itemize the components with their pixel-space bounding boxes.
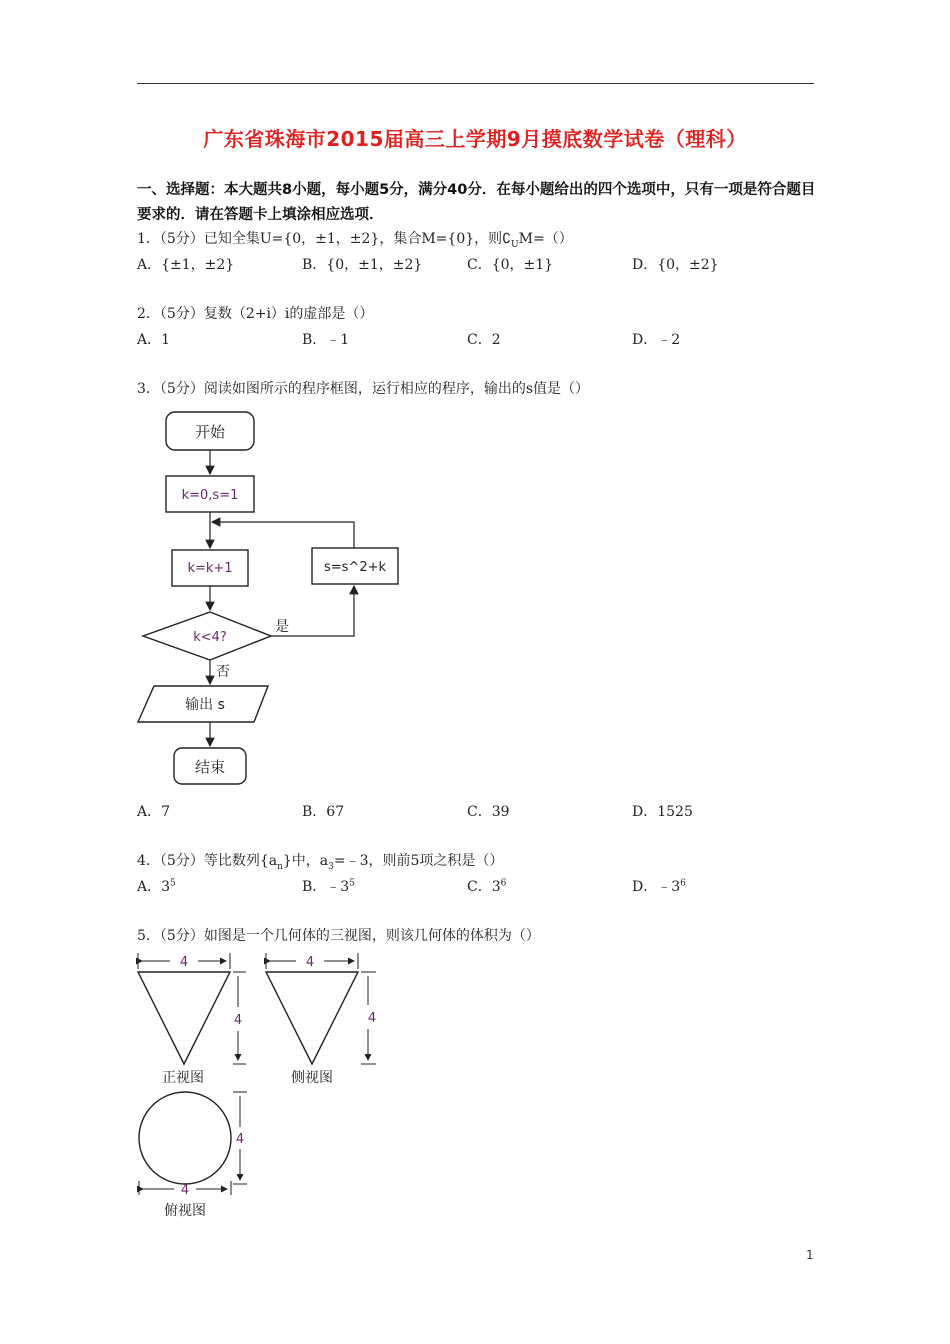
- flow-no-label: 否: [216, 664, 230, 680]
- q2-option-d: D．﹣2: [632, 332, 681, 348]
- q2-option-b: B．﹣1: [302, 332, 350, 348]
- flow-init-label: k=0,s=1: [181, 488, 239, 503]
- front-view-triangle: [138, 972, 230, 1064]
- flow-output-label: 输出 s: [185, 697, 225, 713]
- front-height-label: 4: [233, 1013, 243, 1028]
- side-view-label: 侧视图: [291, 1070, 333, 1086]
- flow-end-label: 结束: [194, 758, 226, 776]
- q4-option-a: A．$3^5$: [137, 878, 176, 895]
- question-4-stem: 4．（5分）等比数列$\{a_n\}$中，$a_3=﹣3$，则前5项之积是（）: [137, 853, 504, 872]
- question-5-stem: 5．（5分）如图是一个几何体的三视图，则该几何体的体积为（）: [137, 928, 540, 944]
- top-view-label: 俯视图: [164, 1203, 206, 1219]
- q3-option-d: D．1525: [632, 804, 693, 820]
- page-number: 1: [806, 1248, 814, 1262]
- section-heading: 一、选择题：本大题共8小题，每小题5分，满分40分．在每小题给出的四个选项中，只有一项是符合题目要求的．请在答题卡上填涂相应选项．: [137, 182, 816, 223]
- q1-option-a: A．{±1，±2}: [137, 257, 235, 273]
- q4-option-d: D．$﹣3^6$: [632, 878, 686, 895]
- flow-step-label: k=k+1: [187, 561, 233, 576]
- q3-option-b: B．67: [302, 804, 345, 820]
- header-rule: [137, 83, 814, 84]
- flow-yes-label: 是: [275, 619, 289, 635]
- flow-condition-label: k<4?: [193, 630, 227, 645]
- front-width-label: 4: [179, 955, 189, 970]
- page-title: 广东省珠海市2015届高三上学期9月摸底数学试卷（理科）: [203, 127, 747, 151]
- top-width-label: 4: [180, 1183, 190, 1198]
- three-views-diagram: [130, 945, 390, 1225]
- side-width-label: 4: [305, 955, 315, 970]
- q1-option-c: C．{0，±1}: [467, 257, 554, 273]
- front-view-label: 正视图: [162, 1070, 204, 1086]
- flow-start-label: 开始: [194, 423, 226, 441]
- q3-option-c: C．39: [467, 804, 510, 820]
- question-1-stem: 1．（5分）已知全集U={0，±1，±2}，集合M={0}，则$∁_UM=()$: [137, 231, 573, 250]
- side-height-label: 4: [367, 1011, 377, 1026]
- q3-option-a: A．7: [137, 804, 171, 820]
- question-3-stem: 3．（5分）阅读如图所示的程序框图，运行相应的程序，输出的s值是（）: [137, 381, 589, 397]
- q4-option-b: B．$﹣3^5$: [302, 878, 355, 895]
- q1-option-b: B．{0，±1，±2}: [302, 257, 423, 273]
- top-height-label: 4: [235, 1132, 245, 1147]
- side-view-triangle: [266, 972, 358, 1064]
- flowchart: [130, 400, 410, 795]
- top-view-circle: [139, 1092, 231, 1184]
- q4-option-c: C．$3^6$: [467, 878, 507, 895]
- q1-option-d: D．{0，±2}: [632, 257, 719, 273]
- q2-option-c: C．2: [467, 332, 501, 348]
- flow-update-label: s=s^2+k: [323, 560, 387, 575]
- q2-option-a: A．1: [137, 332, 171, 348]
- question-2-stem: 2．（5分）复数（2+i）i的虚部是（）: [137, 306, 374, 322]
